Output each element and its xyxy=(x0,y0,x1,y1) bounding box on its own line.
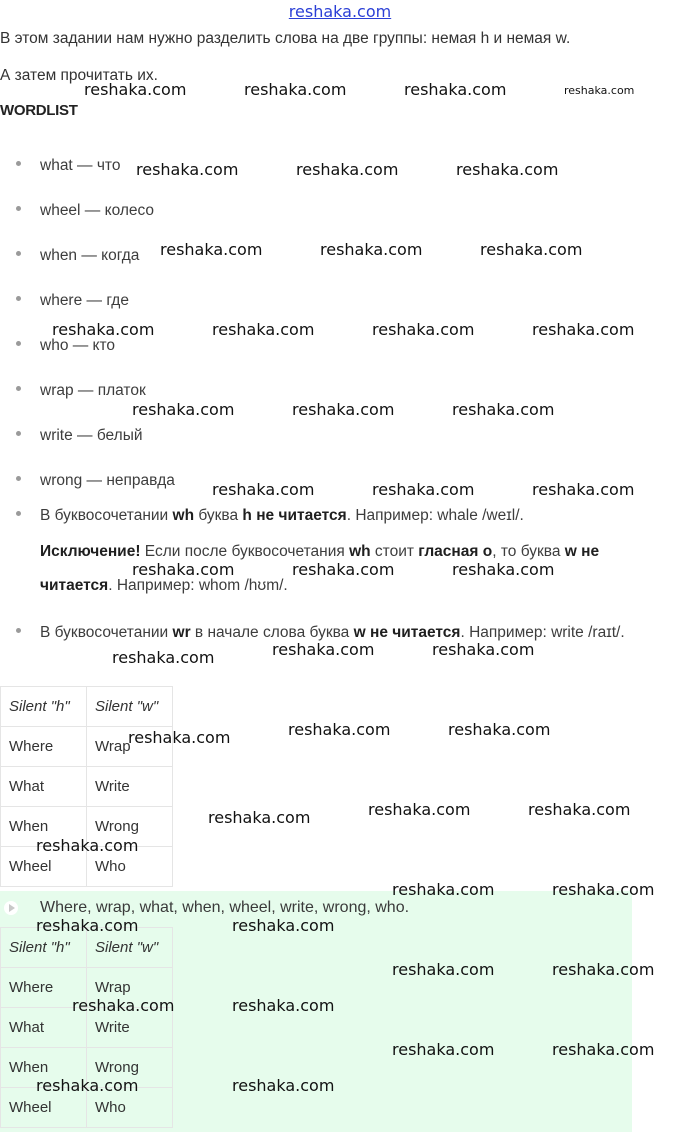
rule-bold: wr xyxy=(172,624,191,641)
table-cell: Wheel xyxy=(1,1088,87,1128)
bullet-icon xyxy=(16,251,21,256)
watermark-text: reshaka.com xyxy=(112,648,215,667)
table-cell: Wrap xyxy=(87,968,173,1008)
watermark-text: reshaka.com xyxy=(528,800,631,819)
rule-text: буква xyxy=(194,507,243,524)
watermark-text: reshaka.com xyxy=(368,800,471,819)
rule-bold: wh xyxy=(349,543,371,560)
list-item-text: wheel — колесо xyxy=(40,202,155,219)
rule-bold: h не читается xyxy=(242,507,347,524)
rule-wh xyxy=(16,499,666,533)
watermark-text: reshaka.com xyxy=(136,160,239,179)
watermark-text: reshaka.com xyxy=(292,400,395,419)
play-icon[interactable] xyxy=(4,901,18,915)
list-item xyxy=(16,157,120,175)
table-header: Silent "h" xyxy=(1,928,87,968)
table-cell: What xyxy=(1,1008,87,1048)
watermark-text: reshaka.com xyxy=(36,836,139,855)
rule-text: . Например: whom /hʊm/. xyxy=(108,577,288,594)
rule-text: Если после буквосочетания xyxy=(140,543,350,560)
bullet-icon xyxy=(16,628,21,633)
watermark-text: reshaka.com xyxy=(208,808,311,827)
list-item-text: where — где xyxy=(40,292,129,309)
watermark-text: reshaka.com xyxy=(552,1040,655,1059)
table-cell: Where xyxy=(1,727,87,767)
list-item-text: wrong — неправда xyxy=(40,472,175,489)
watermark-text: reshaka.com xyxy=(212,320,315,339)
list-item xyxy=(16,202,154,220)
watermark-text: reshaka.com xyxy=(456,160,559,179)
list-item xyxy=(16,292,129,310)
table-cell: What xyxy=(1,767,87,807)
rule-bold: w не читается xyxy=(40,543,600,594)
watermark-text: reshaka.com xyxy=(532,480,635,499)
watermark-text: reshaka.com xyxy=(160,240,263,259)
list-item-text: when — когда xyxy=(40,247,140,264)
list-item xyxy=(16,427,143,445)
table-cell: Who xyxy=(87,1088,173,1128)
list-item-text: what — что xyxy=(40,157,121,174)
bullet-icon xyxy=(16,386,21,391)
table-cell: Wheel xyxy=(1,847,87,887)
watermark-text: reshaka.com xyxy=(36,1076,139,1095)
list-item xyxy=(16,337,115,355)
watermark-text: reshaka.com xyxy=(84,80,187,99)
rule-bold: гласная o xyxy=(418,543,493,560)
watermark-text: reshaka.com xyxy=(564,84,635,97)
watermark-text: reshaka.com xyxy=(392,1040,495,1059)
table-cell: Write xyxy=(87,1008,173,1048)
table-header: Silent "h" xyxy=(1,687,87,727)
table-header: Silent "w" xyxy=(87,928,173,968)
table-row xyxy=(1,767,173,807)
exception-label: Исключение! xyxy=(40,543,141,560)
watermark-text: reshaka.com xyxy=(320,240,423,259)
bullet-icon xyxy=(16,341,21,346)
table-cell: Where xyxy=(1,968,87,1008)
list-item xyxy=(16,247,139,265)
rule-text: В буквосочетании xyxy=(40,507,173,524)
watermark-text: reshaka.com xyxy=(372,320,475,339)
table-cell: When xyxy=(1,807,87,847)
watermark-text: reshaka.com xyxy=(448,720,551,739)
rule-text: стоит xyxy=(370,543,419,560)
wordlist-heading: WORDLIST xyxy=(0,102,78,119)
watermark-text: reshaka.com xyxy=(72,996,175,1015)
bullet-icon xyxy=(16,161,21,166)
list-item xyxy=(16,472,175,490)
rule-bold: w не читается xyxy=(353,624,461,641)
answer-table xyxy=(0,927,173,1128)
watermark-text: reshaka.com xyxy=(292,560,395,579)
watermark-text: reshaka.com xyxy=(244,80,347,99)
rule-text: . Например: write /raɪt/. xyxy=(460,624,625,641)
table-cell: Wrap xyxy=(87,727,173,767)
table-cell: Wrong xyxy=(87,807,173,847)
table-header: Silent "w" xyxy=(87,687,173,727)
watermark-text: reshaka.com xyxy=(272,640,375,659)
watermark-text: reshaka.com xyxy=(392,880,495,899)
watermark-text: reshaka.com xyxy=(232,1076,335,1095)
rule-text: . Например: whale /weɪl/. xyxy=(346,507,524,524)
rule-bold: wh xyxy=(172,507,195,524)
watermark-text: reshaka.com xyxy=(232,916,335,935)
watermark-text: reshaka.com xyxy=(432,640,535,659)
table-cell: Wrong xyxy=(87,1048,173,1088)
watermark-text: reshaka.com xyxy=(372,480,475,499)
list-item xyxy=(16,382,146,400)
watermark-text: reshaka.com xyxy=(212,480,315,499)
rule-text: , то буква xyxy=(492,543,565,560)
watermark-text: reshaka.com xyxy=(132,400,235,419)
list-item-text: wrap — платок xyxy=(40,382,146,399)
watermark-text: reshaka.com xyxy=(392,960,495,979)
watermark-text: reshaka.com xyxy=(452,400,555,419)
watermark-text: reshaka.com xyxy=(132,560,235,579)
table-cell: Who xyxy=(87,847,173,887)
watermark-text: reshaka.com xyxy=(128,728,231,747)
answer-text: Where, wrap, what, when, wheel, write, wrong, who. xyxy=(40,899,410,916)
site-title-link[interactable]: reshaka.com xyxy=(288,2,392,21)
watermark-text: reshaka.com xyxy=(552,880,655,899)
rule-text: в начале слова буква xyxy=(190,624,354,641)
watermark-text: reshaka.com xyxy=(552,960,655,979)
watermark-text: reshaka.com xyxy=(404,80,507,99)
silent-letters-table xyxy=(0,686,173,887)
intro-line-2: А затем прочитать их. xyxy=(0,67,158,84)
watermark-text: reshaka.com xyxy=(232,996,335,1015)
bullet-icon xyxy=(16,296,21,301)
watermark-text: reshaka.com xyxy=(288,720,391,739)
bullet-icon xyxy=(16,206,21,211)
bullet-icon xyxy=(16,476,21,481)
watermark-text: reshaka.com xyxy=(480,240,583,259)
rule-text: В буквосочетании xyxy=(40,624,173,641)
list-item-text: write — белый xyxy=(40,427,143,444)
bullet-icon xyxy=(16,511,21,516)
watermark-text: reshaka.com xyxy=(296,160,399,179)
watermark-text: reshaka.com xyxy=(452,560,555,579)
table-cell: When xyxy=(1,1048,87,1088)
table-cell: Write xyxy=(87,767,173,807)
watermark-text: reshaka.com xyxy=(52,320,155,339)
intro-line-1: В этом задании нам нужно разделить слова на две группы: немая h и немая w. xyxy=(0,30,571,47)
watermark-text: reshaka.com xyxy=(532,320,635,339)
list-item-text: who — кто xyxy=(40,337,116,354)
table-header-row xyxy=(1,687,173,727)
watermark-text: reshaka.com xyxy=(36,916,139,935)
bullet-icon xyxy=(16,431,21,436)
